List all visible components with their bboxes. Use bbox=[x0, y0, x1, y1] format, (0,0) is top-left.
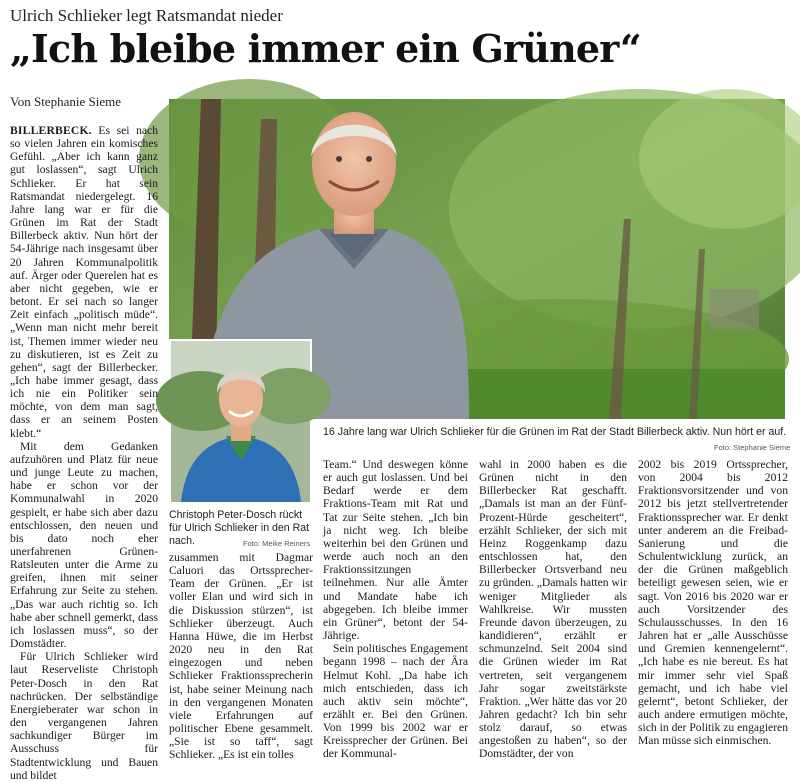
article-column-2 bbox=[169, 551, 313, 762]
article-paragraph: 2002 bis 2019 Ortssprecher, von 2004 bis 2012 Fraktionsvorsitzender und von 2012 bis jetzt stellvertretender Fraktionssprecher war. Er denkt unter anderem an die Freibad-Sanierung und die Schulentwicklung zurück, an der die Grünen maßgeblich beteiligt gewesen seien, wie er sagt. Von 2016 bis 2020 war er auch Vorsitzender des Schulausschusses. In den 16 Jahren hat er „alle Ausschüsse und Gremien kennengelernt“. „Ich habe es nie bereut. Es hat mir immer sehr viel Spaß gemacht, und ich habe viel gelernt“, betont Schlieker, der auch andere ermutigen möchte, sich in der Politik zu engagieren Man müsse sich einmischen. bbox=[638, 458, 788, 748]
dateline: BILLERBECK. bbox=[10, 124, 92, 137]
paragraph-text: Es sei nach so vielen Jahren ein komisches Gefühl. „Aber ich kann ganz gut loslassen“, sagt Ulrich Schlieker. Er hat sein Ratsmandat niedergelegt. 16 Jahre lang war er für die Grünen im Rat der Stadt Billerbeck aktiv. Nun hört der 54-Jährige nach insgesamt über 20 Jahren Kommunalpolitik auf. Ärger oder Querelen hat es aber nicht gegeben, wie er betont. Er sei nach so langer Zeit einfach „politisch müde“. „Wenn man nicht mehr bereit ist, Themen immer wieder neu zu diskutieren, ist es Zeit zu gehen“, sagt der Billerbecker. „Ich habe immer gesagt, dass ich nie ein Politiker sein möchte, von dem man sagt, dass er an seinem Posten klebt.“ bbox=[10, 124, 158, 440]
main-photo-caption: 16 Jahre lang war Ulrich Schlieker für die Grünen im Rat der Stadt Billerbeck aktiv. Nun hört er auf. bbox=[323, 426, 787, 438]
article-paragraph: wahl in 2000 haben es die Grünen nicht in den Billerbecker Rat geschafft. „Damals ist man an der Fünf-Prozent-Hürde gescheitert“, erzählt Schlieker, der sich mit Heinz Roggenkamp dazu entschlossen hat, den Billerbecker Ortsverband neu zu gründen. „Damals hatten wir weniger Mitglieder als Wahlkreise. Wir mussten Freunde davon überzeugen, zu kandidieren“, erzählt er schmunzelnd. Seit 2004 sind die Grünen wieder im Rat vertreten, seit vergangenem Jahr sogar zweitstärkste Fraktion. „Wer hätte das vor 20 Jahren gedacht? Ich bin sehr stolz darauf, so etwas angestoßen zu haben“, so der Domstädter, der von bbox=[479, 458, 627, 761]
inset-photo-illustration bbox=[171, 341, 310, 502]
inset-photo-credit: Foto: Meike Reiners bbox=[243, 539, 311, 548]
headline: „Ich bleibe immer ein Grüner“ bbox=[10, 26, 641, 71]
article-paragraph: Sein politisches Engagement begann 1998 – nach der Ära Helmut Kohl. „Da habe ich mich entschieden, dass ich auch aktiv sein möchte“, erzählt er. Bei den Grünen. Von 1999 bis 2002 war er Kreissprecher der Grünen. Bei der Kommunal- bbox=[323, 642, 468, 761]
article-column-1 bbox=[10, 124, 158, 782]
byline: Von Stephanie Sieme bbox=[10, 94, 121, 109]
article-paragraph: Team.“ Und deswegen könne er auch gut loslassen. Und bei Bedarf werde er dem Fraktions-Team mit Rat und Tat zur Seite stehen. „Ich bin ja nicht weg. Ich bleibe weiterhin bei den Grünen und werde auch noch an den Fraktionssitzungen teilnehmen. Nur alle Ämter und Mandate habe ich abgegeben. Ich bleibe immer ein Grüner“, betont der 54-Jährige. bbox=[323, 458, 468, 643]
article-column-3 bbox=[323, 458, 468, 761]
inset-photo bbox=[169, 339, 312, 504]
article-column-5 bbox=[638, 458, 788, 758]
article-paragraph bbox=[10, 124, 158, 440]
inset-photo-caption: Christoph Peter-Dosch rückt für Ulrich Schlieker in den Rat nach. bbox=[169, 509, 310, 547]
article-column-4 bbox=[479, 458, 627, 761]
article-paragraph: Mit dem Gedanken aufzuhören und Platz für neue und junge Leute zu machen, habe er schon vor der Kommunalwahl in 2020 gespielt, er habe sich aber dazu entschlossen, den neuen und bis dato noch eher unerfahrenen Grünen-Ratsleuten unter die Arme zu greifen, ihnen mit seiner Erfahrung zur Seite zu stehen. „Das war auch richtig so. Ich habe aber schnell gemerkt, dass ich loslassen muss“, so der Domstädter. bbox=[10, 439, 158, 651]
article-paragraph: zusammen mit Dagmar Caluori das Ortssprecher-Team der Grünen. „Er ist voller Elan und wird sich in die Diskussion stürzen“, ist Schlieker überzeugt. Auch Hanna Hüwe, die im Herbst 2020 neu in den Rat eingezogen und neben Schlieker Fraktionssprecherin ist, habe seiner Meinung nach in den vergangenen Monaten viele Erfahrungen auf politischer Ebene gesammelt. „Sie ist so taff“, sagt Schlieker. „Es ist ein tolles bbox=[169, 551, 313, 762]
kicker: Ulrich Schlieker legt Ratsmandat nieder bbox=[10, 6, 283, 25]
article-paragraph: Für Ulrich Schlieker wird laut Reserveliste Christoph Peter-Dosch in den Rat nachrücken. Der selbständige Energieberater war schon in den vergangenen Jahren sachkundiger Bürger im Ausschuss für Stadtentwicklung und Bauen und bildet bbox=[10, 650, 158, 782]
main-photo-credit: Foto: Stephanie Sieme bbox=[714, 443, 791, 452]
